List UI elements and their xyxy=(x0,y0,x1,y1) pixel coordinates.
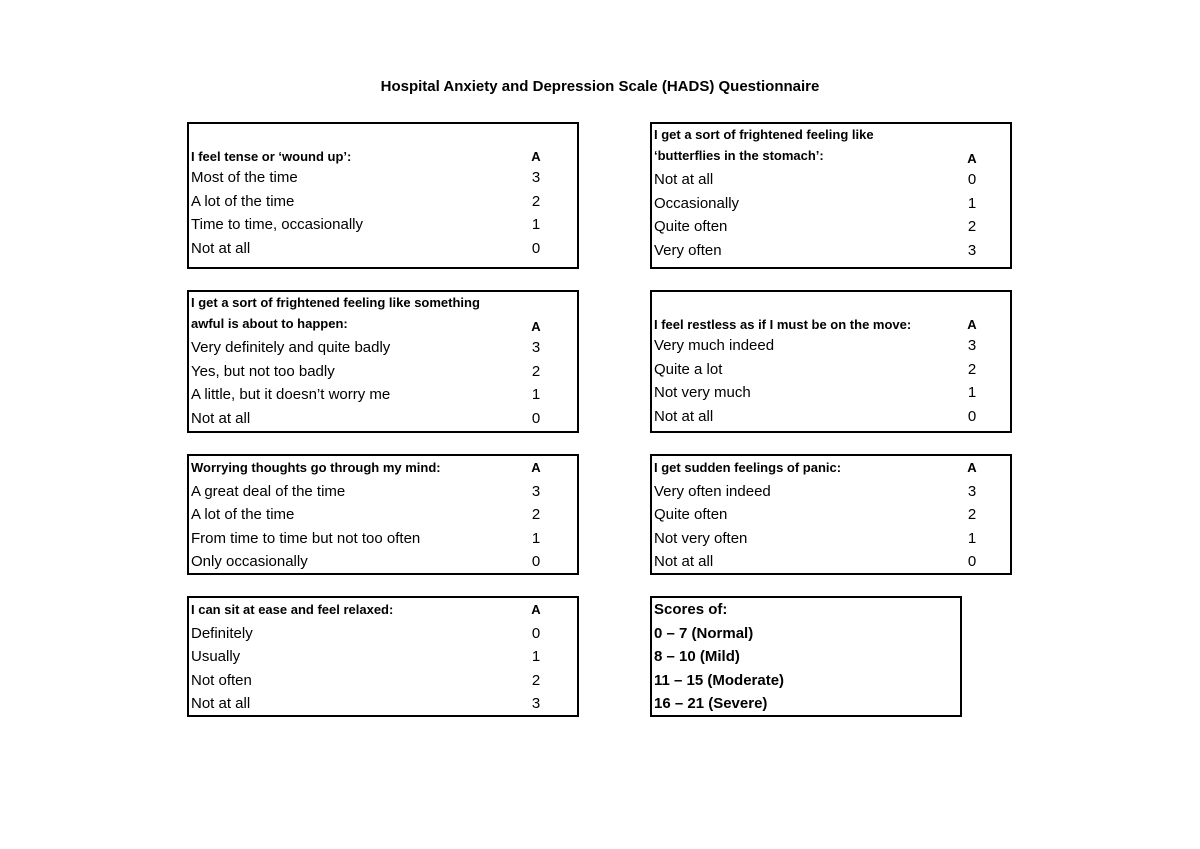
answer-label: Very often xyxy=(654,241,722,259)
answer-row[interactable] xyxy=(652,405,1010,429)
answer-row[interactable] xyxy=(189,383,577,407)
answer-label: Occasionally xyxy=(654,194,740,212)
answer-label: Quite a lot xyxy=(654,360,723,378)
column-header: A xyxy=(531,149,541,164)
score-range-normal: 0 – 7 (Normal) xyxy=(654,624,754,642)
question-box-panic xyxy=(650,454,1012,575)
answer-row[interactable] xyxy=(189,166,577,190)
answer-row[interactable] xyxy=(189,645,577,669)
question-header xyxy=(652,456,1010,480)
answer-label: Not at all xyxy=(654,171,714,189)
answer-score: 0 xyxy=(967,171,977,189)
score-range-severe: 16 – 21 (Severe) xyxy=(654,695,768,712)
answer-label: Quite often xyxy=(654,218,728,236)
answer-score: 3 xyxy=(967,241,977,259)
answer-label: Most of the time xyxy=(191,169,298,187)
answer-score: 3 xyxy=(531,169,541,187)
scores-legend xyxy=(650,596,962,717)
answer-row[interactable] xyxy=(652,503,1010,527)
answer-score: 0 xyxy=(531,409,541,427)
answer-score: 2 xyxy=(967,218,977,236)
question-box-tense xyxy=(187,122,579,269)
question-header xyxy=(652,292,1010,334)
answer-score: 0 xyxy=(967,553,977,571)
answer-score: 1 xyxy=(531,386,541,404)
answer-score: 2 xyxy=(531,192,541,210)
answer-label: Not at all xyxy=(654,407,714,425)
question-box-restless xyxy=(650,290,1012,433)
scores-heading: Scores of: xyxy=(654,601,728,618)
answer-score: 2 xyxy=(531,506,541,524)
question-prompt: I feel restless as if I must be on the move: xyxy=(654,317,912,332)
answer-score: 1 xyxy=(531,216,541,234)
answer-label: A little, but it doesn’t worry me xyxy=(191,386,391,404)
question-header xyxy=(189,598,577,622)
answer-row[interactable] xyxy=(189,550,577,574)
answer-label: Usually xyxy=(191,648,241,666)
answer-score: 1 xyxy=(967,194,977,212)
answer-label: Definitely xyxy=(191,624,253,642)
answer-score: 1 xyxy=(967,529,977,547)
answer-score: 2 xyxy=(967,506,977,524)
answer-row[interactable] xyxy=(189,527,577,551)
answer-row[interactable] xyxy=(652,192,1010,216)
question-header xyxy=(652,124,1010,168)
answer-label: Quite often xyxy=(654,506,728,524)
answer-row[interactable] xyxy=(189,336,577,360)
column-header: A xyxy=(531,460,541,476)
answer-label: Not very often xyxy=(654,529,748,547)
score-range-moderate: 11 – 15 (Moderate) xyxy=(654,671,785,689)
answer-score: 2 xyxy=(531,671,541,689)
answer-score: 0 xyxy=(967,407,977,425)
answer-label: Time to time, occasionally xyxy=(191,216,364,234)
answer-label: A great deal of the time xyxy=(191,482,346,500)
answer-row[interactable] xyxy=(189,237,577,261)
question-prompt: Worrying thoughts go through my mind: xyxy=(191,460,441,476)
answer-label: Not often xyxy=(191,671,252,689)
answer-row[interactable] xyxy=(652,358,1010,382)
answer-row[interactable] xyxy=(189,360,577,384)
answer-label: Very much indeed xyxy=(654,337,775,355)
answer-label: Not at all xyxy=(191,239,251,257)
question-prompt: I feel tense or ‘wound up’: xyxy=(191,149,352,164)
answer-row[interactable] xyxy=(189,622,577,646)
answer-score: 3 xyxy=(967,482,977,500)
column-header: A xyxy=(967,317,977,332)
answer-label: Not at all xyxy=(191,409,251,427)
question-header xyxy=(189,456,577,480)
question-header xyxy=(189,124,577,166)
column-header: A xyxy=(967,460,977,476)
answer-score: 3 xyxy=(967,337,977,355)
question-prompt: I get a sort of frightened feeling like something awful is about to happen: xyxy=(191,295,480,331)
answer-score: 3 xyxy=(531,482,541,500)
question-prompt: I get sudden feelings of panic: xyxy=(654,460,842,476)
answer-label: A lot of the time xyxy=(191,192,295,210)
answer-score: 2 xyxy=(967,360,977,378)
answer-row[interactable] xyxy=(189,692,577,716)
answer-score: 1 xyxy=(531,529,541,547)
answer-label: Yes, but not too badly xyxy=(191,362,335,380)
answer-row[interactable] xyxy=(652,480,1010,504)
answer-row[interactable] xyxy=(189,503,577,527)
column-header: A xyxy=(531,602,541,618)
answer-row[interactable] xyxy=(652,527,1010,551)
answer-label: Not at all xyxy=(191,695,251,713)
answer-label: Not very much xyxy=(654,384,751,402)
answer-row[interactable] xyxy=(652,550,1010,574)
answer-score: 0 xyxy=(531,239,541,257)
answer-score: 0 xyxy=(531,624,541,642)
question-prompt: I can sit at ease and feel relaxed: xyxy=(191,602,394,618)
answer-label: From time to time but not too often xyxy=(191,529,421,547)
answer-label: Very often indeed xyxy=(654,482,771,500)
question-box-butterflies xyxy=(650,122,1012,269)
question-prompt: I get a sort of frightened feeling like ‘butterflies in the stomach’: xyxy=(654,127,874,163)
answer-score: 3 xyxy=(531,339,541,357)
answer-row[interactable] xyxy=(189,407,577,431)
column-header: A xyxy=(967,151,977,166)
answer-score: 2 xyxy=(531,362,541,380)
answer-row[interactable] xyxy=(652,215,1010,239)
answer-row[interactable] xyxy=(189,669,577,693)
answer-row[interactable] xyxy=(189,190,577,214)
question-header xyxy=(189,292,577,336)
question-box-frightened xyxy=(187,290,579,433)
answer-row[interactable] xyxy=(652,239,1010,263)
answer-label: Only occasionally xyxy=(191,553,308,571)
answer-score: 0 xyxy=(531,553,541,571)
answer-row[interactable] xyxy=(189,480,577,504)
answer-score: 1 xyxy=(531,648,541,666)
page-title: Hospital Anxiety and Depression Scale (HADS) Questionnaire xyxy=(380,78,820,95)
answer-row[interactable] xyxy=(652,334,1010,358)
score-range-mild: 8 – 10 (Mild) xyxy=(654,648,740,665)
question-box-relaxed xyxy=(187,596,579,717)
answer-row[interactable] xyxy=(652,381,1010,405)
column-header: A xyxy=(531,319,541,334)
answer-score: 3 xyxy=(531,695,541,713)
question-box-worrying xyxy=(187,454,579,575)
answer-row[interactable] xyxy=(189,213,577,237)
answer-row[interactable] xyxy=(652,168,1010,192)
answer-score: 1 xyxy=(967,384,977,402)
answer-label: Not at all xyxy=(654,553,714,571)
answer-label: A lot of the time xyxy=(191,506,295,524)
answer-label: Very definitely and quite badly xyxy=(191,339,391,357)
